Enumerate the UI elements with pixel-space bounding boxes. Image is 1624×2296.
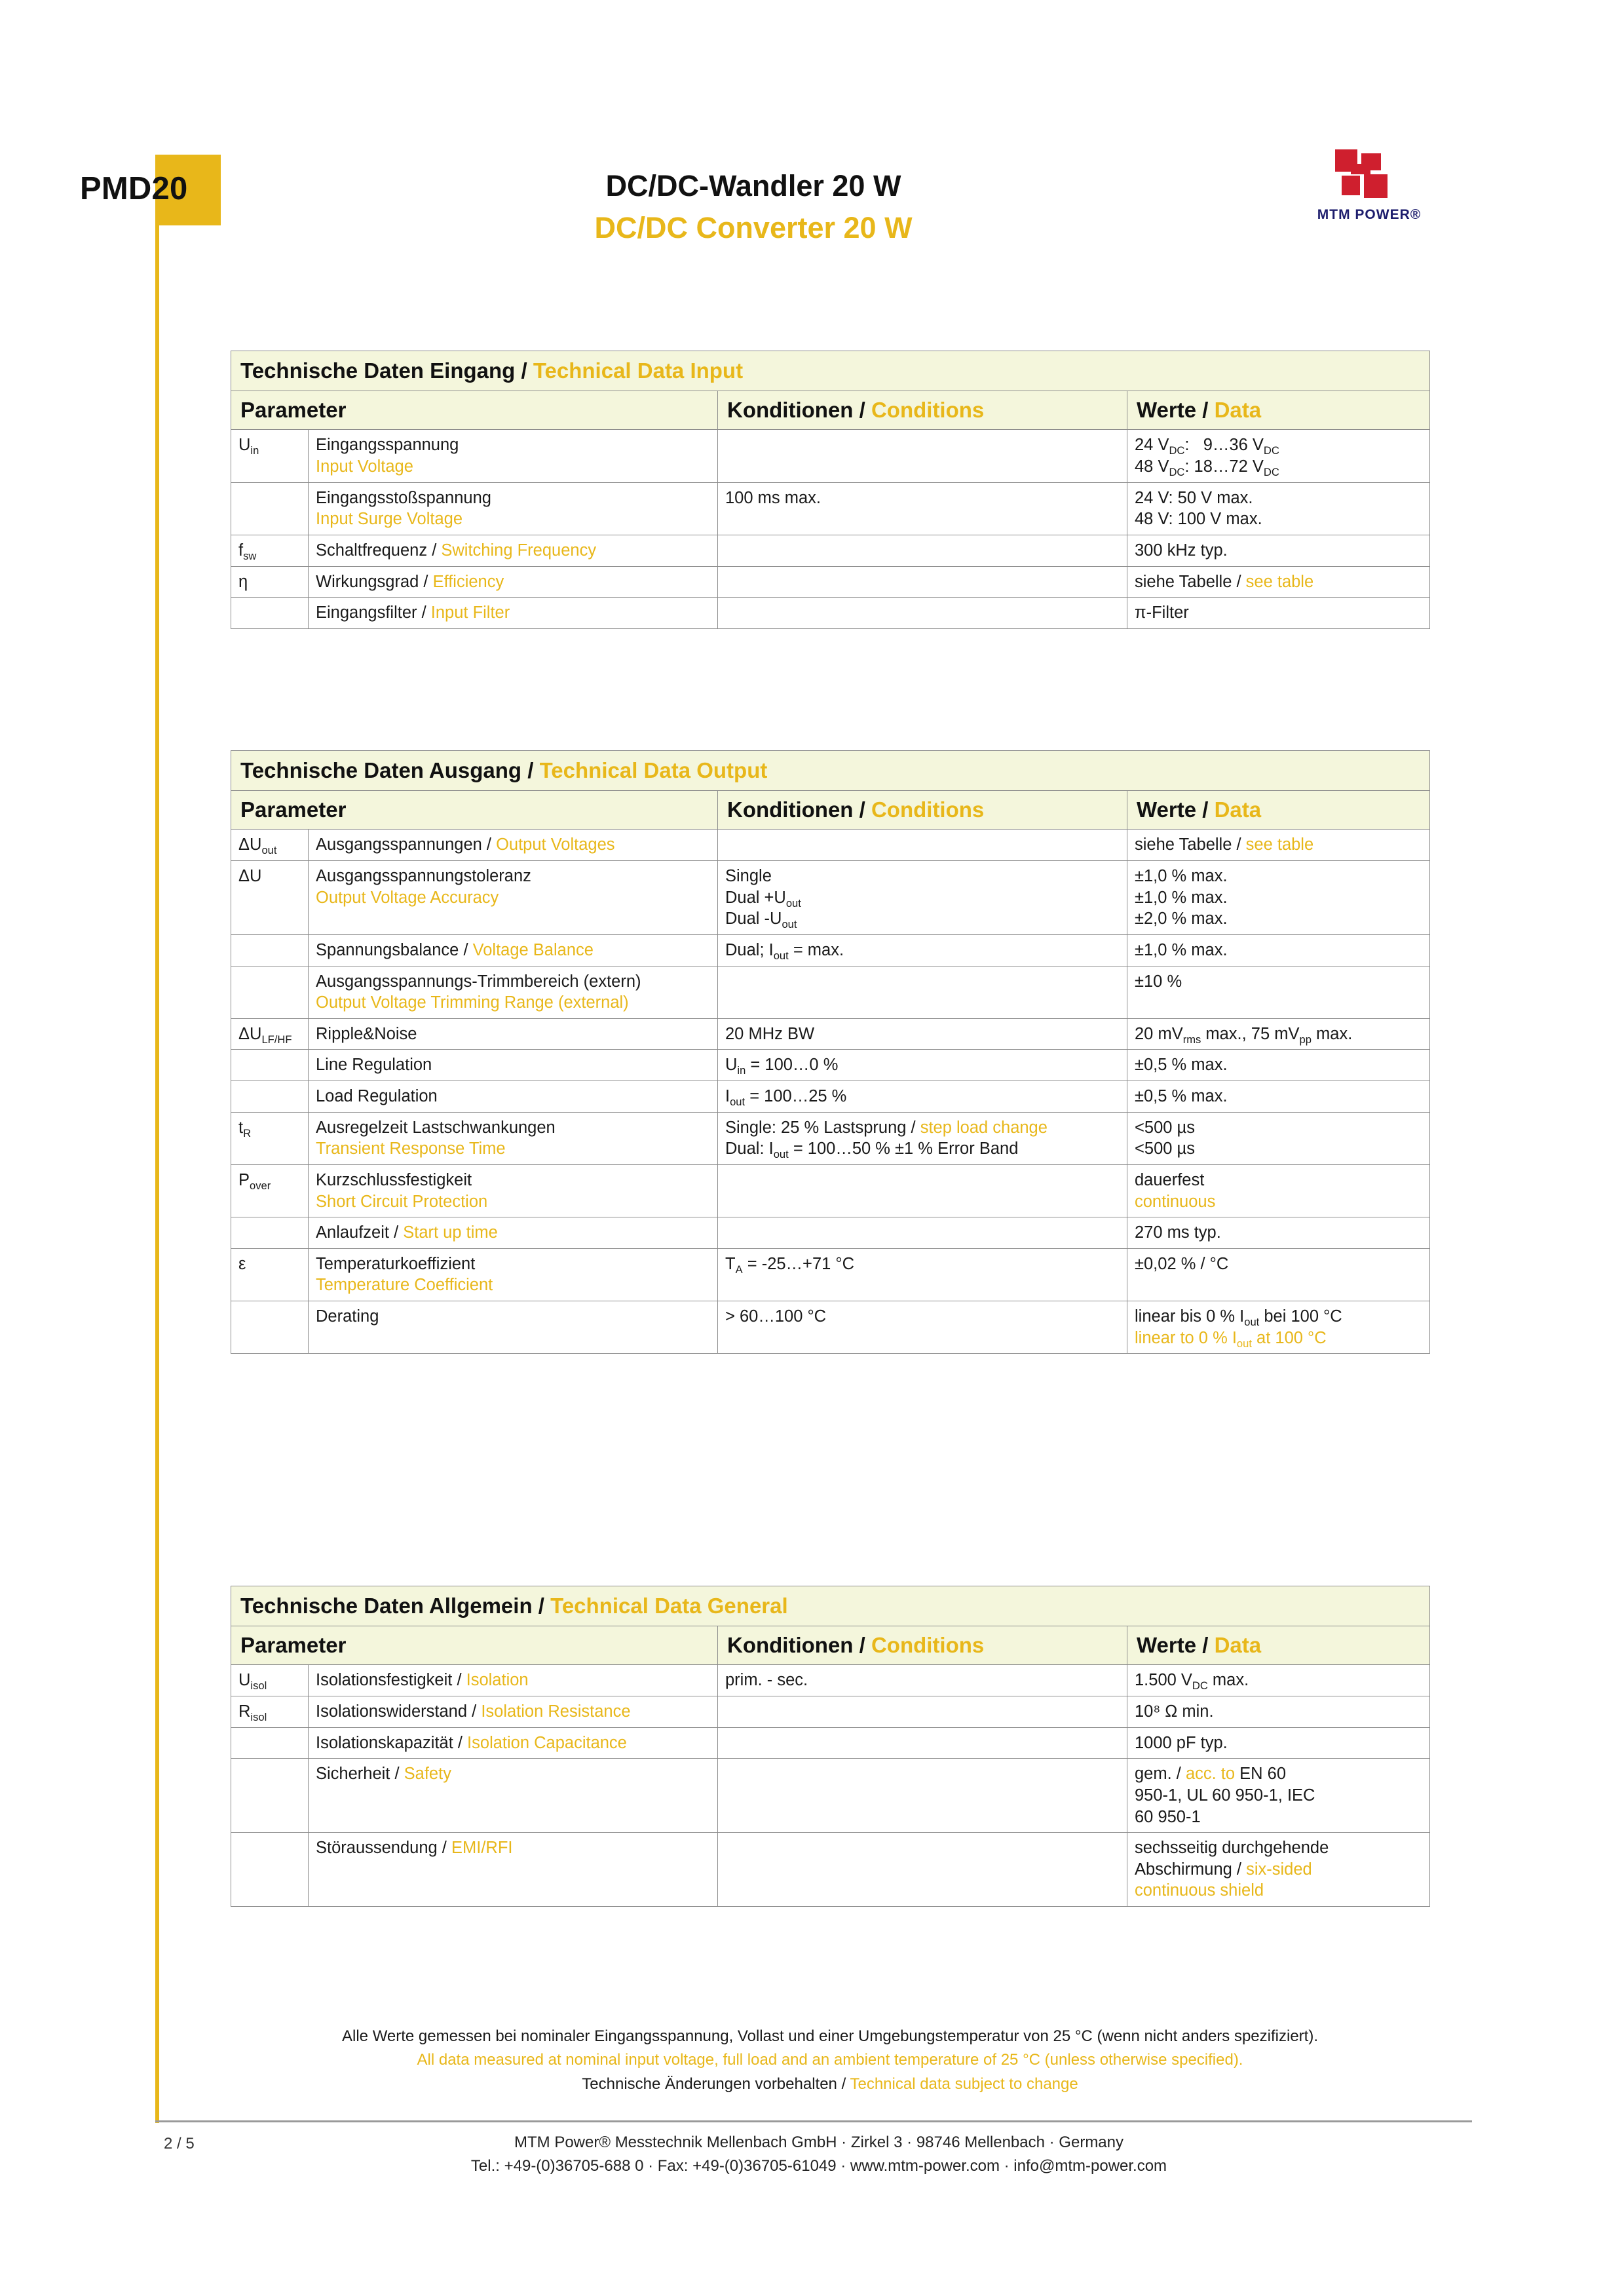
table-row (231, 934, 1430, 966)
row-symbol: $\Delta U_{LF/HF}$ (231, 1018, 309, 1050)
row-conditions: 100 ms max. (718, 482, 1127, 535)
row-conditions (718, 566, 1127, 598)
logo-wordmark: MTM POWER® (1317, 207, 1422, 222)
row-symbol: η (231, 566, 309, 598)
measurement-notes (231, 2025, 1429, 2096)
row-value: ±0,02 % / °C (1127, 1248, 1430, 1301)
row-parameter: Ripple&Noise (309, 1018, 718, 1050)
row-symbol (231, 934, 309, 966)
table-row (231, 1081, 1430, 1113)
col-data: Werte / Data (1127, 791, 1430, 830)
table-row (231, 830, 1430, 861)
row-symbol: ΔU (231, 861, 309, 935)
row-value: 300 kHz typ. (1127, 535, 1430, 566)
row-conditions: Single Dual $+U_{out}$ Dual $-U_{out}$ (718, 861, 1127, 935)
col-parameter: Parameter (231, 1626, 718, 1665)
row-conditions (718, 1833, 1127, 1907)
row-parameter: Sicherheit / Safety (309, 1759, 718, 1833)
row-symbol: $R_{isol}$ (231, 1696, 309, 1728)
row-parameter: Isolationswiderstand / Isolation Resistance (309, 1696, 718, 1728)
row-symbol: $\Delta U_{out}$ (231, 830, 309, 861)
row-symbol (231, 1081, 309, 1113)
col-data: Werte / Data (1127, 391, 1430, 430)
row-value: 10⁸ Ω min. (1127, 1696, 1430, 1728)
row-symbol: $U_{isol}$ (231, 1665, 309, 1696)
row-value: ±10 % (1127, 966, 1430, 1018)
row-symbol (231, 1301, 309, 1354)
note-line-de: Alle Werte gemessen bei nominaler Eingangsspannung, Vollast und einer Umgebungstemperatur von 25 °C (wenn nicht anders spezifiziert). (342, 2027, 1318, 2045)
row-parameter: Derating (309, 1301, 718, 1354)
row-parameter: Isolationskapazität / Isolation Capacitance (309, 1727, 718, 1759)
table-row (231, 1665, 1430, 1696)
col-conditions: Konditionen / Conditions (718, 1626, 1127, 1665)
row-parameter: Schaltfrequenz / Switching Frequency (309, 535, 718, 566)
row-symbol (231, 1833, 309, 1907)
row-symbol (231, 1727, 309, 1759)
table-band-general: Technische Daten Allgemein / Technical Data General (231, 1586, 1430, 1626)
row-conditions (718, 535, 1127, 566)
table-row (231, 1727, 1430, 1759)
row-conditions (718, 598, 1127, 629)
row-value: ±1,0 % max. ±1,0 % max. ±2,0 % max. (1127, 861, 1430, 935)
row-conditions: Single: 25 % Lastsprung / step load change Dual: $I_{out}$ = 100…50 % ±1 % Error Band (718, 1112, 1127, 1164)
model-name: PMD20 (80, 171, 188, 206)
col-parameter: Parameter (231, 791, 718, 830)
table-row (231, 1696, 1430, 1728)
technical-data-general-table (231, 1586, 1430, 1907)
mtm-power-logo (1304, 149, 1435, 235)
left-accent-rule (155, 155, 159, 2123)
table-row (231, 566, 1430, 598)
row-parameter: Isolationsfestigkeit / Isolation (309, 1665, 718, 1696)
table-row (231, 598, 1430, 629)
table-row (231, 1050, 1430, 1081)
row-conditions: $U_{in}$ = 100…0 % (718, 1050, 1127, 1081)
row-value: siehe Tabelle / see table (1127, 566, 1430, 598)
row-value: sechsseitig durchgehende Abschirmung / six-sided continuous shield (1127, 1833, 1430, 1907)
row-parameter: Spannungsbalance / Voltage Balance (309, 934, 718, 966)
row-value: <500 µs <500 µs (1127, 1112, 1430, 1164)
technical-data-output-table (231, 750, 1430, 1354)
row-value: 24 V: 50 V max. 48 V: 100 V max. (1127, 482, 1430, 535)
col-data: Werte / Data (1127, 1626, 1430, 1665)
row-parameter: Eingangsstoßspannung Input Surge Voltage (309, 482, 718, 535)
col-conditions: Konditionen / Conditions (718, 391, 1127, 430)
table-row (231, 430, 1430, 482)
table-header-output (231, 791, 1430, 830)
row-conditions (718, 430, 1127, 482)
band-label-en: Technical Data Input (533, 358, 744, 383)
row-parameter: Ausgangsspannungs-Trimmbereich (extern) Output Voltage Trimming Range (external) (309, 966, 718, 1018)
table-row (231, 1018, 1430, 1050)
row-symbol: $f_{sw}$ (231, 535, 309, 566)
table-row (231, 1217, 1430, 1249)
row-symbol (231, 1759, 309, 1833)
col-conditions: Konditionen / Conditions (718, 791, 1127, 830)
table-row (231, 1248, 1430, 1301)
row-conditions: 20 MHz BW (718, 1018, 1127, 1050)
row-parameter: Eingangsfilter / Input Filter (309, 598, 718, 629)
row-symbol (231, 1050, 309, 1081)
row-parameter: Ausgangsspannungen / Output Voltages (309, 830, 718, 861)
row-symbol (231, 482, 309, 535)
row-value: siehe Tabelle / see table (1127, 830, 1430, 861)
row-value: 1.500 $V_{DC}$ max. (1127, 1665, 1430, 1696)
row-parameter: Load Regulation (309, 1081, 718, 1113)
row-parameter: Anlaufzeit / Start up time (309, 1217, 718, 1249)
table-row (231, 1759, 1430, 1833)
row-parameter: Wirkungsgrad / Efficiency (309, 566, 718, 598)
row-conditions: Dual; $I_{out} = \max$. (718, 934, 1127, 966)
logo-mark-icon (1335, 149, 1391, 206)
row-value: 20 $mV_{rms}$ max., 75 $mV_{pp}$ max. (1127, 1018, 1430, 1050)
table-row (231, 861, 1430, 935)
table-row (231, 535, 1430, 566)
col-parameter: Parameter (231, 391, 718, 430)
page-title-de: DC/DC-Wandler 20 W (605, 169, 901, 202)
page-number: 2 / 5 (164, 2135, 195, 2152)
row-value: ±0,5 % max. (1127, 1050, 1430, 1081)
row-value: dauerfest continuous (1127, 1164, 1430, 1217)
row-value: 270 ms typ. (1127, 1217, 1430, 1249)
row-symbol: ε (231, 1248, 309, 1301)
table-row (231, 482, 1430, 535)
row-parameter: Kurzschlussfestigkeit Short Circuit Protection (309, 1164, 718, 1217)
row-conditions (718, 1759, 1127, 1833)
row-value: ±0,5 % max. (1127, 1081, 1430, 1113)
row-symbol (231, 1217, 309, 1249)
row-value: 24 $V_{DC}$: 9…36 $V_{DC}$ 48 $V_{DC}$: 18…72 $V_{DC}$ (1127, 430, 1430, 482)
row-conditions (718, 1164, 1127, 1217)
row-symbol (231, 598, 309, 629)
row-parameter: Ausgangsspannungstoleranz Output Voltage Accuracy (309, 861, 718, 935)
footer-divider (155, 2120, 1472, 2122)
row-symbol (231, 966, 309, 1018)
row-value: π-Filter (1127, 598, 1430, 629)
row-conditions: $I_{out}$ = 100…25 % (718, 1081, 1127, 1113)
technical-data-input-table (231, 351, 1430, 629)
footer-company-line: MTM Power® Messtechnik Mellenbach GmbH · Zirkel 3 · 98746 Mellenbach · Germany (514, 2133, 1124, 2151)
row-symbol: $P_{over}$ (231, 1164, 309, 1217)
table-header-input (231, 391, 1430, 430)
row-conditions (718, 1727, 1127, 1759)
row-value: linear bis 0 % $I_{out}$ bei 100 °C linear to 0 % $I_{out}$ at 100 °C (1127, 1301, 1430, 1354)
table-row (231, 1112, 1430, 1164)
table-row (231, 966, 1430, 1018)
row-conditions: prim. - sec. (718, 1665, 1127, 1696)
table-row (231, 1301, 1430, 1354)
table-band-output: Technische Daten Ausgang / Technical Data Output (231, 751, 1430, 791)
row-symbol: $t_R$ (231, 1112, 309, 1164)
table-row (231, 1164, 1430, 1217)
table-header-general (231, 1626, 1430, 1665)
row-value: ±1,0 % max. (1127, 934, 1430, 966)
band-label-de: Technische Daten Eingang / (240, 358, 533, 383)
row-conditions (718, 966, 1127, 1018)
row-value: gem. / acc. to EN 60 950-1, UL 60 950-1, IEC 60 950-1 (1127, 1759, 1430, 1833)
table-row (231, 1833, 1430, 1907)
row-parameter: Störaussendung / EMI/RFI (309, 1833, 718, 1907)
row-conditions (718, 830, 1127, 861)
footer-contact-line: Tel.: +49-(0)36705-688 0 · Fax: +49-(0)36705-61049 · www.mtm-power.com · info@mtm-power.com (470, 2157, 1167, 2175)
row-value: 1000 pF typ. (1127, 1727, 1430, 1759)
table-band-input (231, 351, 1430, 391)
note-line-changes: Technische Änderungen vorbehalten / Technical data subject to change (582, 2075, 1078, 2093)
note-line-en: All data measured at nominal input voltage, full load and an ambient temperature of 25 °C (unless otherwise specified). (417, 2051, 1243, 2069)
row-conditions (718, 1217, 1127, 1249)
row-parameter: Line Regulation (309, 1050, 718, 1081)
row-parameter: Temperaturkoeffizient Temperature Coefficient (309, 1248, 718, 1301)
row-parameter: Ausregelzeit Lastschwankungen Transient Response Time (309, 1112, 718, 1164)
footer-contact (295, 2131, 1343, 2178)
row-conditions: > 60…100 °C (718, 1301, 1127, 1354)
row-parameter: Eingangsspannung Input Voltage (309, 430, 718, 482)
row-conditions: $T_A$ = -25…+71 °C (718, 1248, 1127, 1301)
row-conditions (718, 1696, 1127, 1728)
row-symbol: $U_{in}$ (231, 430, 309, 482)
page-title-en: DC/DC Converter 20 W (594, 211, 913, 244)
